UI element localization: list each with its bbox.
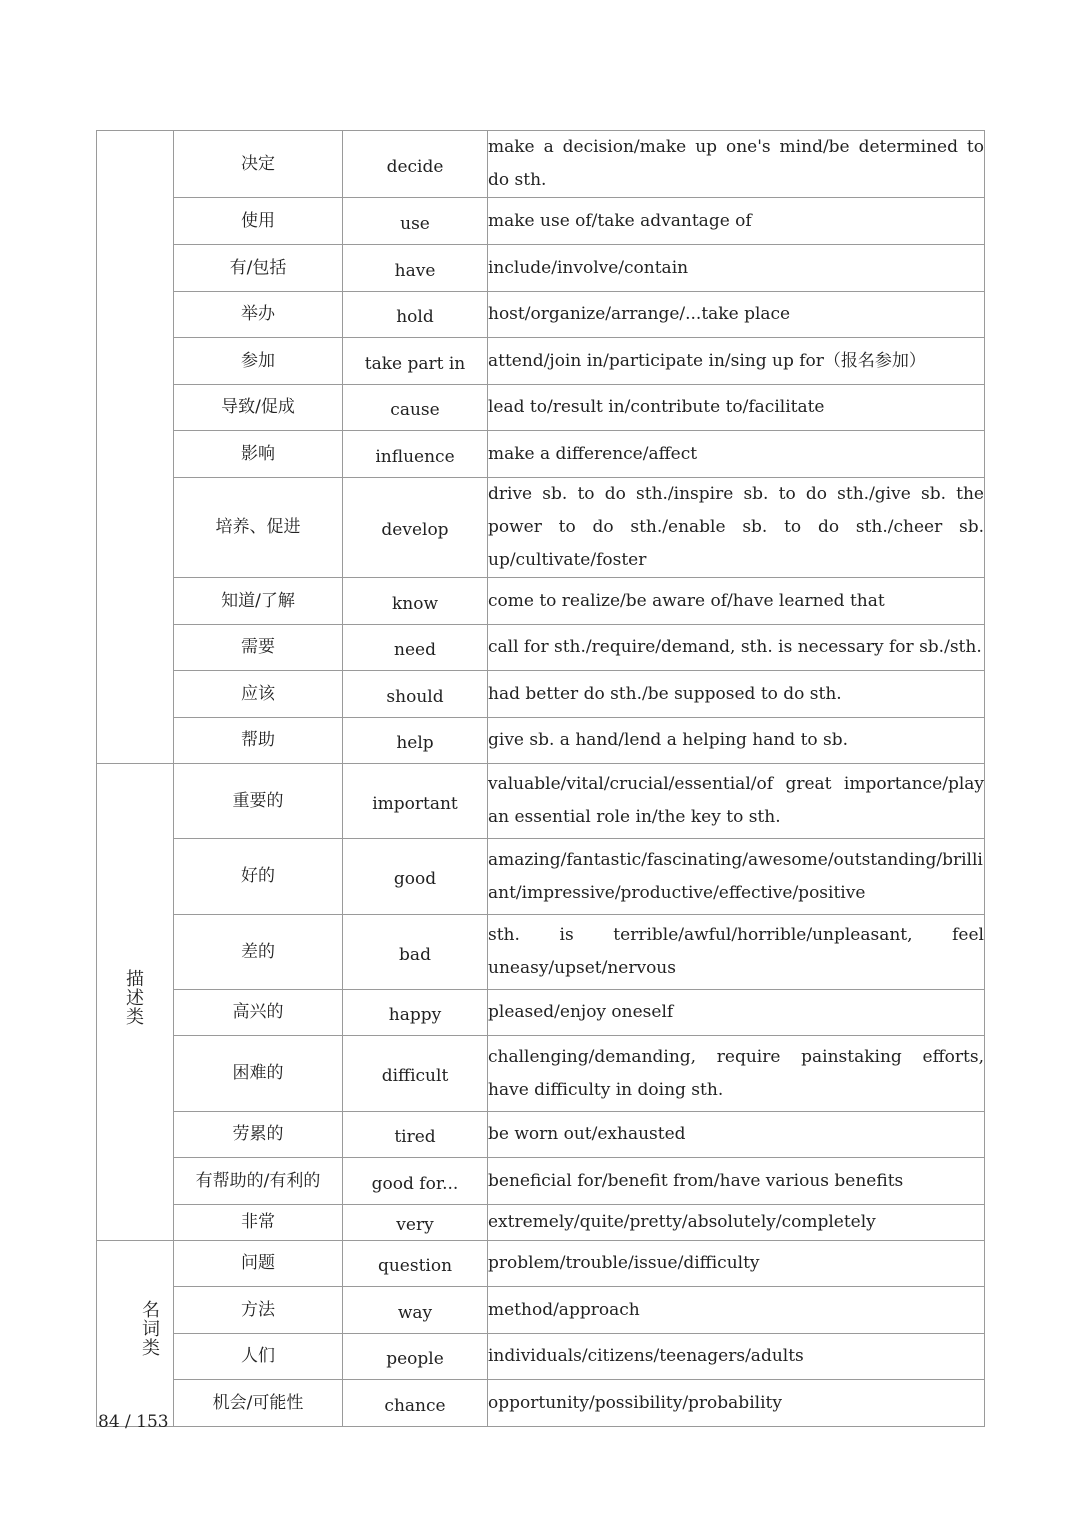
advanced-expression: give sb. a hand/lend a helping hand to sb.: [488, 718, 985, 764]
advanced-expression: beneficial for/benefit from/have various benefits: [488, 1158, 985, 1205]
english-word: important: [343, 764, 488, 839]
table-row: [97, 198, 985, 245]
english-word: develop: [343, 478, 488, 578]
table-row: [97, 385, 985, 431]
english-word: cause: [343, 385, 488, 431]
chinese-word: 应该: [174, 671, 343, 718]
table-row: [97, 1036, 985, 1112]
page-number: 84 / 153: [98, 1412, 169, 1432]
advanced-expression: opportunity/possibility/probability: [488, 1380, 985, 1427]
english-word: take part in: [343, 338, 488, 385]
advanced-expression: extremely/quite/pretty/absolutely/completely: [488, 1205, 985, 1241]
table-row: [97, 1334, 985, 1380]
advanced-expression: problem/trouble/issue/difficulty: [488, 1241, 985, 1287]
chinese-word: 有/包括: [174, 245, 343, 292]
english-word: question: [343, 1241, 488, 1287]
advanced-expression: drive sb. to do sth./inspire sb. to do sth./give sb. the power to do sth./enable sb. to do sth./cheer sb. up/cultivate/foster: [488, 478, 985, 578]
table-row: [97, 431, 985, 478]
chinese-word: 决定: [174, 131, 343, 198]
english-word: tired: [343, 1112, 488, 1158]
table-row: [97, 131, 985, 198]
chinese-word: 参加: [174, 338, 343, 385]
chinese-word: 机会/可能性: [174, 1380, 343, 1427]
chinese-word: 高兴的: [174, 990, 343, 1036]
english-word: know: [343, 578, 488, 625]
english-word: have: [343, 245, 488, 292]
advanced-expression: challenging/demanding, require painstaking efforts, have difficulty in doing sth.: [488, 1036, 985, 1112]
chinese-word: 劳累的: [174, 1112, 343, 1158]
chinese-word: 人们: [174, 1334, 343, 1380]
table-row: [97, 839, 985, 915]
english-word: very: [343, 1205, 488, 1241]
english-word: decide: [343, 131, 488, 198]
advanced-expression: make use of/take advantage of: [488, 198, 985, 245]
category-cell: [97, 1241, 174, 1427]
table-row: [97, 338, 985, 385]
category-label: 名词类: [142, 1300, 160, 1359]
table-row: [97, 578, 985, 625]
table-row: [97, 1287, 985, 1334]
english-word: good: [343, 839, 488, 915]
english-word: need: [343, 625, 488, 671]
chinese-word: 培养、促进: [174, 478, 343, 578]
chinese-word: 导致/促成: [174, 385, 343, 431]
advanced-expression: valuable/vital/crucial/essential/of great importance/play an essential role in/the key to sth.: [488, 764, 985, 839]
table-row: [97, 718, 985, 764]
english-word: help: [343, 718, 488, 764]
english-word: should: [343, 671, 488, 718]
advanced-expression: come to realize/be aware of/have learned that: [488, 578, 985, 625]
chinese-word: 有帮助的/有利的: [174, 1158, 343, 1205]
advanced-expression: be worn out/exhausted: [488, 1112, 985, 1158]
table-row: [97, 1241, 985, 1287]
chinese-word: 差的: [174, 915, 343, 990]
table-row: [97, 1205, 985, 1241]
chinese-word: 需要: [174, 625, 343, 671]
advanced-expression: include/involve/contain: [488, 245, 985, 292]
english-word: hold: [343, 292, 488, 338]
table-row: [97, 1112, 985, 1158]
table-row: [97, 990, 985, 1036]
chinese-word: 帮助: [174, 718, 343, 764]
table-row: [97, 292, 985, 338]
chinese-word: 影响: [174, 431, 343, 478]
advanced-expression: lead to/result in/contribute to/facilitate: [488, 385, 985, 431]
chinese-word: 使用: [174, 198, 343, 245]
vocab-table-wrap: [96, 130, 984, 1427]
english-word: people: [343, 1334, 488, 1380]
chinese-word: 重要的: [174, 764, 343, 839]
english-word: difficult: [343, 1036, 488, 1112]
advanced-expression: method/approach: [488, 1287, 985, 1334]
chinese-word: 困难的: [174, 1036, 343, 1112]
advanced-expression: amazing/fantastic/fascinating/awesome/outstanding/brilliant/impressive/productive/effective/positive: [488, 839, 985, 915]
table-row: [97, 245, 985, 292]
category-cell: [97, 131, 174, 764]
english-word: way: [343, 1287, 488, 1334]
table-row: [97, 1380, 985, 1427]
vocab-table: [96, 130, 985, 1427]
chinese-word: 知道/了解: [174, 578, 343, 625]
english-word: bad: [343, 915, 488, 990]
english-word: influence: [343, 431, 488, 478]
advanced-expression: make a decision/make up one's mind/be determined to do sth.: [488, 131, 985, 198]
chinese-word: 问题: [174, 1241, 343, 1287]
advanced-expression: attend/join in/participate in/sing up for（报名参加）: [488, 338, 985, 385]
advanced-expression: call for sth./require/demand, sth. is necessary for sb./sth.: [488, 625, 985, 671]
english-word: use: [343, 198, 488, 245]
category-cell: [97, 764, 174, 1241]
english-word: happy: [343, 990, 488, 1036]
english-word: good for...: [343, 1158, 488, 1205]
table-row: [97, 478, 985, 578]
table-row: [97, 1158, 985, 1205]
advanced-expression: make a difference/affect: [488, 431, 985, 478]
chinese-word: 好的: [174, 839, 343, 915]
advanced-expression: sth. is terrible/awful/horrible/unpleasant, feel uneasy/upset/nervous: [488, 915, 985, 990]
table-row: [97, 915, 985, 990]
english-word: chance: [343, 1380, 488, 1427]
advanced-expression: individuals/citizens/teenagers/adults: [488, 1334, 985, 1380]
table-row: [97, 625, 985, 671]
table-row: [97, 671, 985, 718]
advanced-expression: host/organize/arrange/...take place: [488, 292, 985, 338]
chinese-word: 方法: [174, 1287, 343, 1334]
chinese-word: 举办: [174, 292, 343, 338]
category-label: 描述类: [126, 968, 144, 1028]
advanced-expression: had better do sth./be supposed to do sth.: [488, 671, 985, 718]
table-row: [97, 764, 985, 839]
chinese-word: 非常: [174, 1205, 343, 1241]
advanced-expression: pleased/enjoy oneself: [488, 990, 985, 1036]
